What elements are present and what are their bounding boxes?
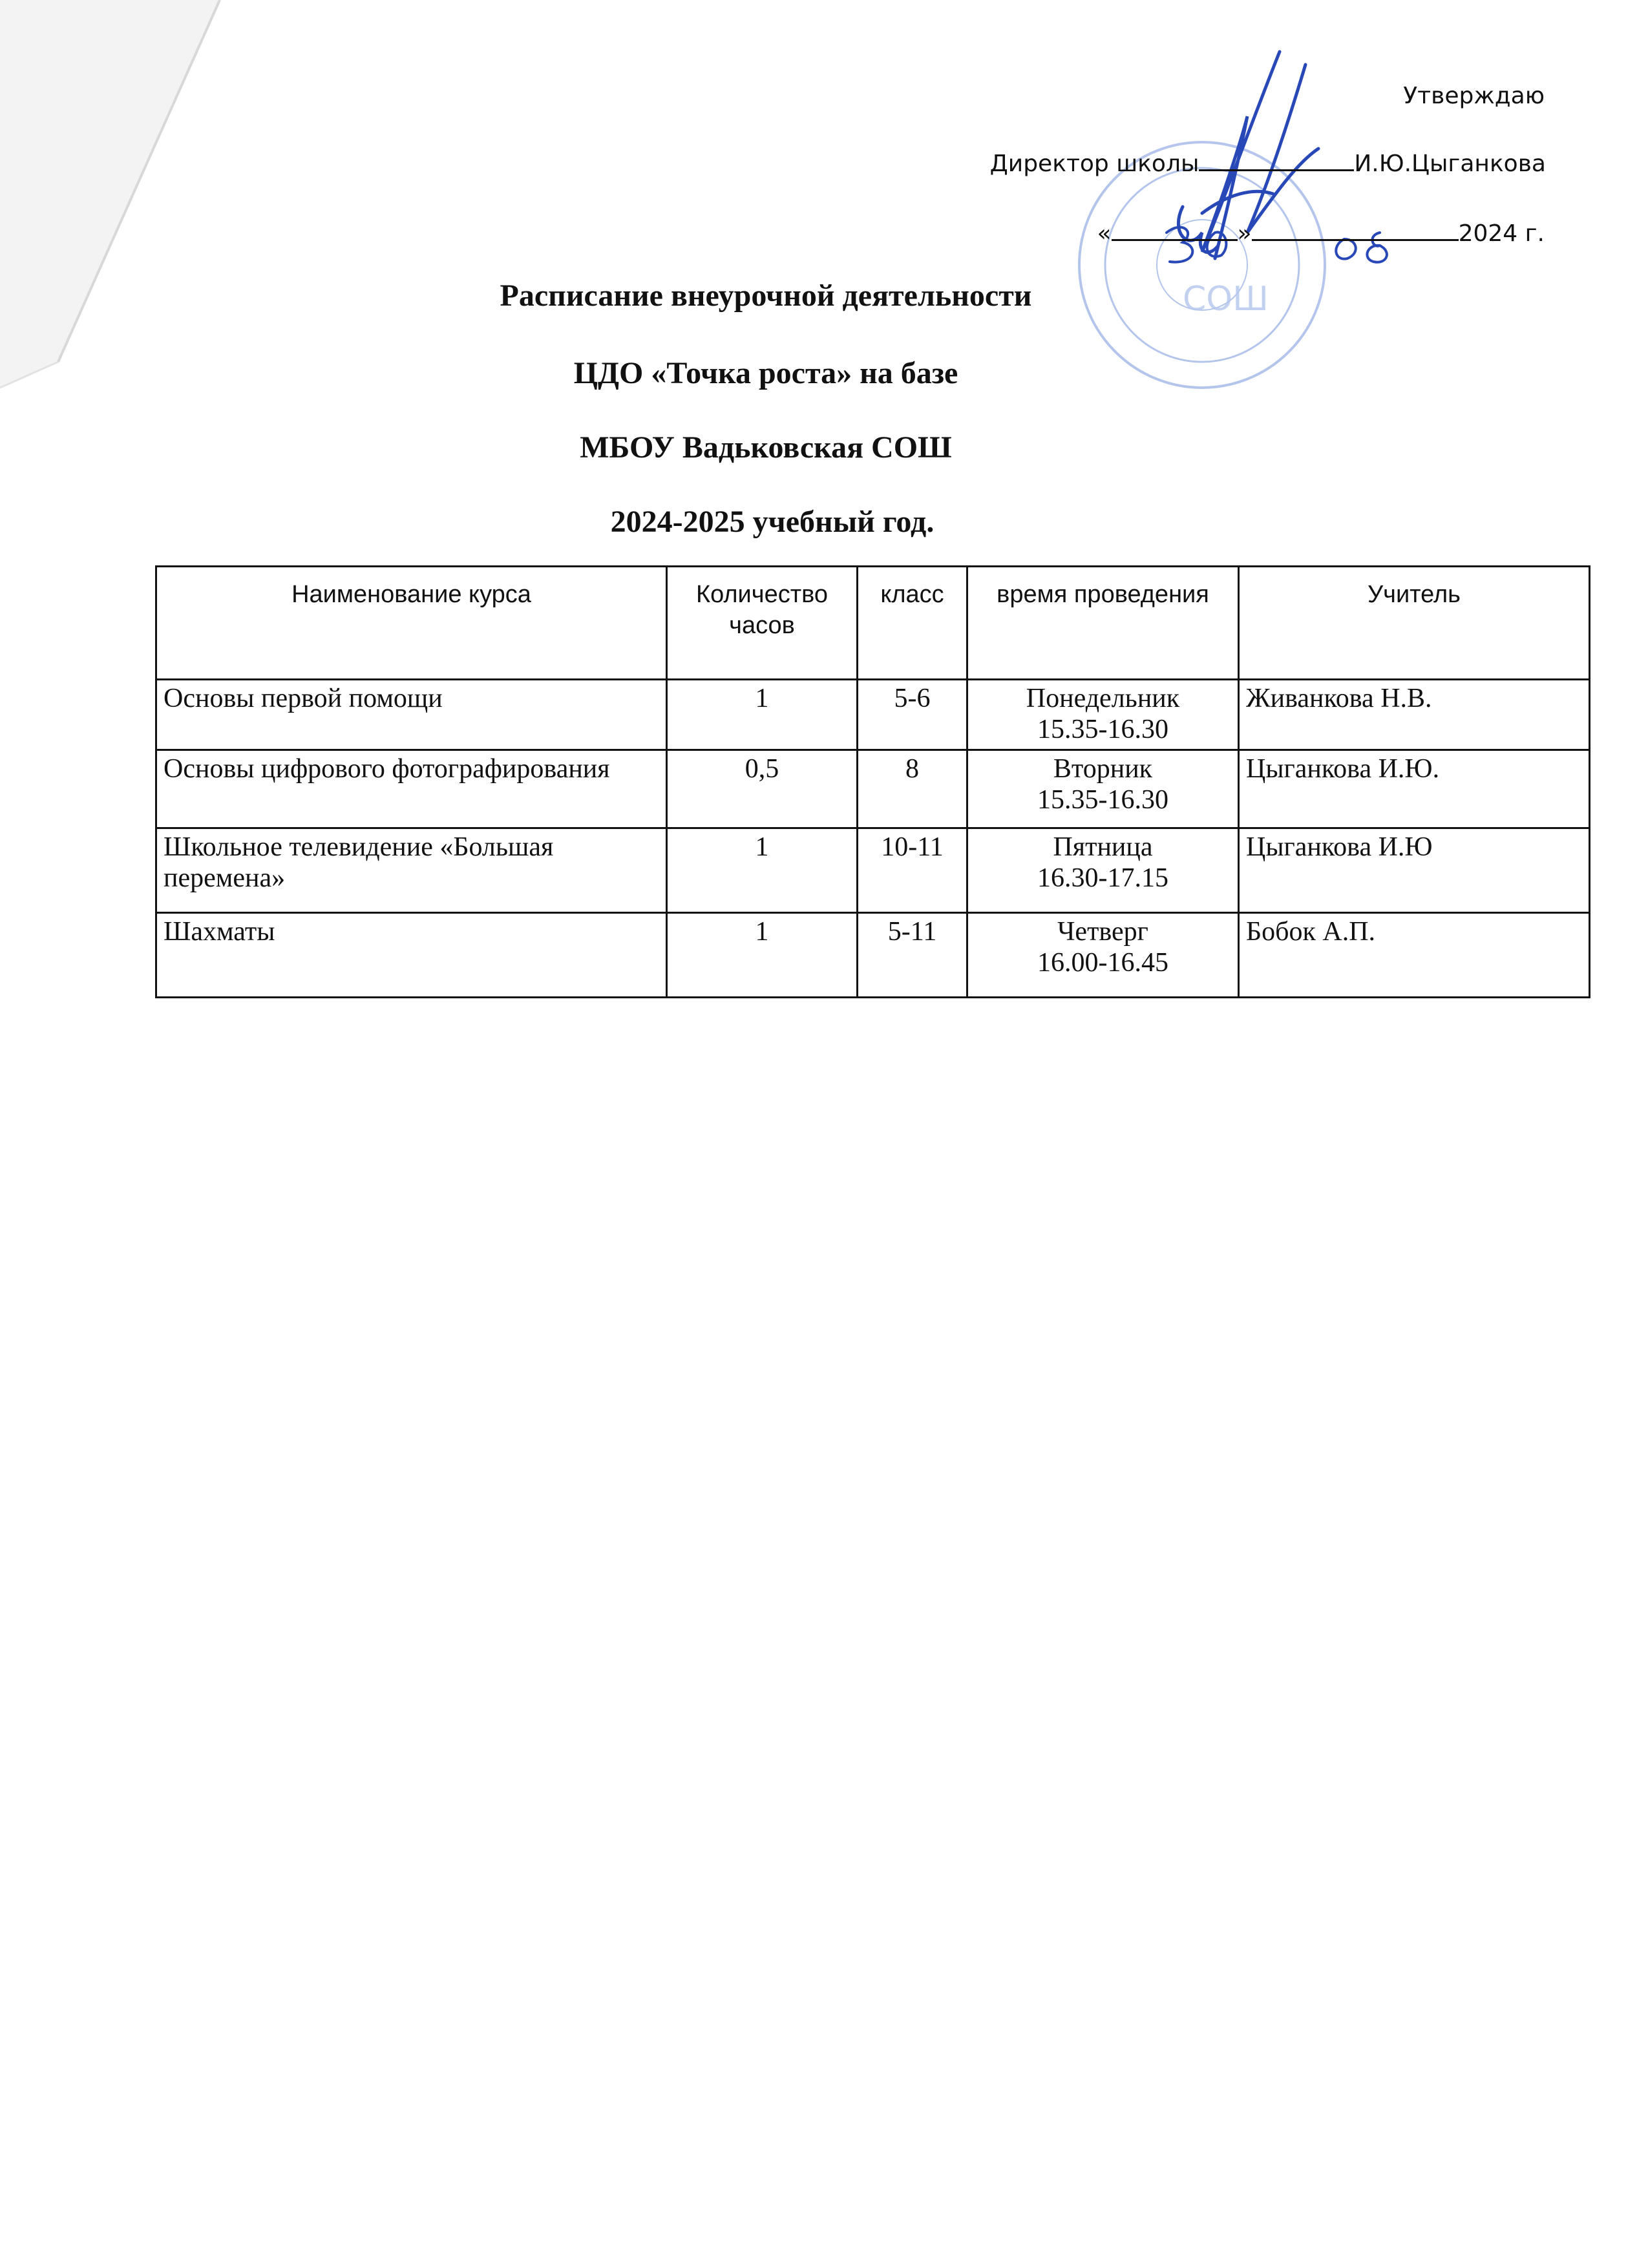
date-year: 2024 г. [1458, 220, 1545, 247]
grade-value: 5-11 [858, 913, 967, 998]
grade-value: 8 [858, 750, 967, 828]
date-close-quote: » [1237, 220, 1252, 247]
director-name: И.Ю.Цыганкова [1354, 151, 1546, 177]
director-label: Директор школы [989, 151, 1199, 177]
teacher-name: Цыганкова И.Ю [1239, 828, 1590, 913]
time-range: 16.00-16.45 [1037, 948, 1168, 978]
director-line [990, 150, 1546, 177]
approval-date-line [1097, 220, 1545, 247]
hours-value: 1 [667, 680, 858, 750]
document-title: Расписание внеурочной деятельности [500, 278, 1032, 313]
day-name: Вторник [1053, 754, 1153, 784]
schedule-table [155, 565, 1590, 998]
approval-title: Утверждаю [1403, 83, 1545, 109]
grade-value: 10-11 [858, 828, 967, 913]
schedule-time [967, 828, 1239, 913]
scan-page-edge [0, 0, 259, 401]
header-teacher: Учитель [1239, 567, 1590, 680]
grade-value: 5-6 [858, 680, 967, 750]
course-name: Основы цифрового фотографирования [156, 750, 667, 828]
course-name: Школьное телевидение «Большая перемена» [156, 828, 667, 913]
time-range: 16.30-17.15 [1037, 863, 1168, 893]
document-subtitle-year: 2024-2025 учебный год. [610, 505, 935, 539]
hours-value: 0,5 [667, 750, 858, 828]
header-grade: класс [858, 567, 967, 680]
header-course: Наименование курса [156, 567, 667, 680]
table-row [156, 680, 1590, 750]
course-name: Шахматы [156, 913, 667, 998]
day-name: Четверг [1057, 917, 1148, 947]
hours-value: 1 [667, 828, 858, 913]
header-hours: Количество часов [667, 567, 858, 680]
course-name: Основы первой помощи [156, 680, 667, 750]
schedule-time [967, 750, 1239, 828]
document-subtitle-center: ЦДО «Точка роста» на базе [573, 356, 958, 390]
document-subtitle-school: МБОУ Вадьковская СОШ [580, 430, 952, 465]
signature-blank [1199, 150, 1354, 171]
teacher-name: Живанкова Н.В. [1239, 680, 1590, 750]
svg-text:СОШ: СОШ [1183, 280, 1269, 319]
date-open-quote: « [1097, 220, 1112, 247]
header-time: время проведения [967, 567, 1239, 680]
table-header-row [156, 567, 1590, 680]
table-row [156, 828, 1590, 913]
hours-value: 1 [667, 913, 858, 998]
teacher-name: Бобок А.П. [1239, 913, 1590, 998]
table-row [156, 913, 1590, 998]
date-month-blank [1252, 220, 1459, 241]
day-name: Пятница [1053, 832, 1153, 862]
schedule-time [967, 680, 1239, 750]
date-day-blank [1112, 220, 1238, 241]
time-range: 15.35-16.30 [1037, 715, 1168, 744]
time-range: 15.35-16.30 [1037, 785, 1168, 815]
day-name: Понедельник [1026, 684, 1180, 713]
table-row [156, 750, 1590, 828]
schedule-time [967, 913, 1239, 998]
teacher-name: Цыганкова И.Ю. [1239, 750, 1590, 828]
